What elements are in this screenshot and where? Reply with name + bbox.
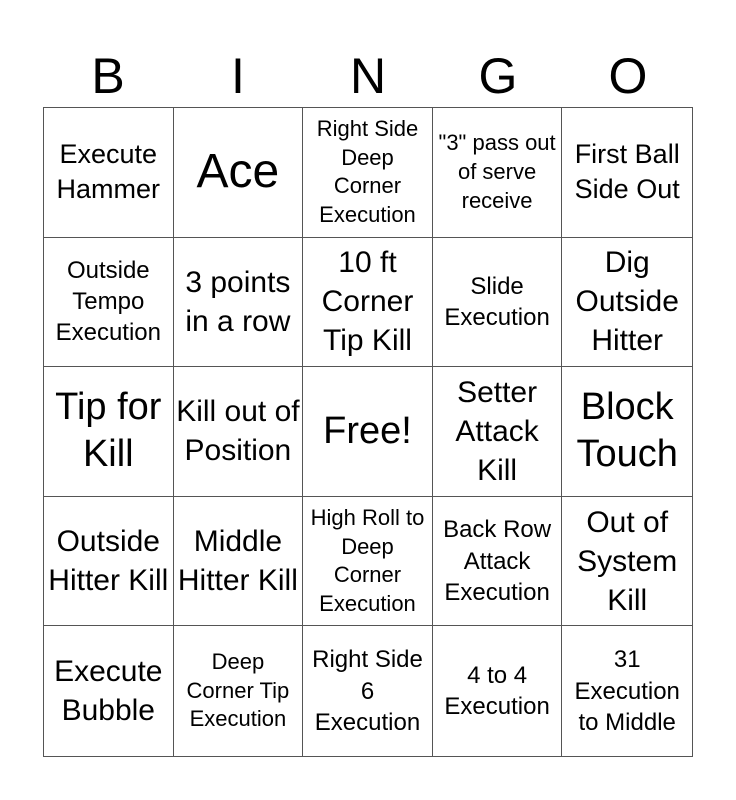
header-letter-o: O — [608, 48, 648, 104]
bingo-cell-r5c2[interactable] — [174, 626, 304, 756]
bingo-board — [43, 107, 693, 757]
bingo-cell-r2c2[interactable] — [174, 238, 304, 368]
cell-label: Back Row Attack Execution — [443, 516, 552, 606]
header-letter-b: B — [91, 48, 125, 104]
bingo-cell-r5c3[interactable] — [303, 626, 433, 756]
cell-label: Right Side Deep Corner Execution — [316, 116, 419, 227]
cell-label: High Roll to Deep Corner Execution — [310, 504, 425, 616]
bingo-cell-free[interactable] — [303, 367, 433, 497]
bingo-cell-r2c4[interactable] — [433, 238, 563, 368]
cell-label: First Ball Side Out — [574, 139, 680, 205]
bingo-cell-r1c5[interactable] — [562, 108, 692, 238]
cell-label: 31 Execution to Middle — [574, 646, 680, 736]
header-letter-i: I — [231, 48, 245, 104]
cell-label: Out of System Kill — [577, 505, 678, 617]
bingo-cell-r1c4[interactable] — [433, 108, 563, 238]
bingo-cell-r3c2[interactable] — [174, 367, 304, 497]
cell-label: Outside Tempo Execution — [55, 257, 161, 347]
bingo-cell-r2c3[interactable] — [303, 238, 433, 368]
cell-label: Execute Hammer — [56, 139, 161, 205]
cell-label: Execute Bubble — [54, 655, 163, 728]
bingo-cell-r1c1[interactable] — [44, 108, 174, 238]
cell-label: Setter Attack Kill — [455, 375, 539, 487]
cell-label: Slide Execution — [444, 272, 550, 331]
cell-label: "3" pass out of serve receive — [438, 130, 556, 213]
bingo-cell-r4c4[interactable] — [433, 497, 563, 627]
cell-label: Tip for Kill — [55, 385, 162, 476]
bingo-cell-r2c1[interactable] — [44, 238, 174, 368]
cell-label: Block Touch — [576, 385, 678, 476]
cell-label: 10 ft Corner Tip Kill — [321, 246, 414, 358]
cell-label: Kill out of Position — [176, 395, 300, 468]
bingo-cell-r4c1[interactable] — [44, 497, 174, 627]
cell-label: Right Side 6 Execution — [312, 646, 423, 736]
bingo-cell-r5c5[interactable] — [562, 626, 692, 756]
bingo-cell-r3c4[interactable] — [433, 367, 563, 497]
header-letter-n: N — [349, 48, 387, 104]
free-space-label: Free! — [323, 409, 412, 452]
bingo-cell-r1c3[interactable] — [303, 108, 433, 238]
bingo-cell-r3c5[interactable] — [562, 367, 692, 497]
cell-label: Deep Corner Tip Execution — [186, 649, 290, 732]
bingo-header — [43, 44, 693, 108]
cell-label: Dig Outside Hitter — [575, 246, 679, 358]
cell-label: 3 points in a row — [185, 265, 291, 338]
bingo-cell-r3c1[interactable] — [44, 367, 174, 497]
cell-label: Middle Hitter Kill — [177, 525, 298, 598]
bingo-cell-r4c5[interactable] — [562, 497, 692, 627]
bingo-cell-r5c4[interactable] — [433, 626, 563, 756]
bingo-cell-r5c1[interactable] — [44, 626, 174, 756]
cell-label: 4 to 4 Execution — [444, 662, 550, 721]
bingo-cell-r1c2[interactable] — [174, 108, 304, 238]
bingo-cell-r2c5[interactable] — [562, 238, 692, 368]
bingo-cell-r4c3[interactable] — [303, 497, 433, 627]
bingo-cell-r4c2[interactable] — [174, 497, 304, 627]
cell-label: Ace — [196, 144, 280, 198]
cell-label: Outside Hitter Kill — [48, 525, 169, 598]
header-letter-g: G — [478, 48, 518, 104]
